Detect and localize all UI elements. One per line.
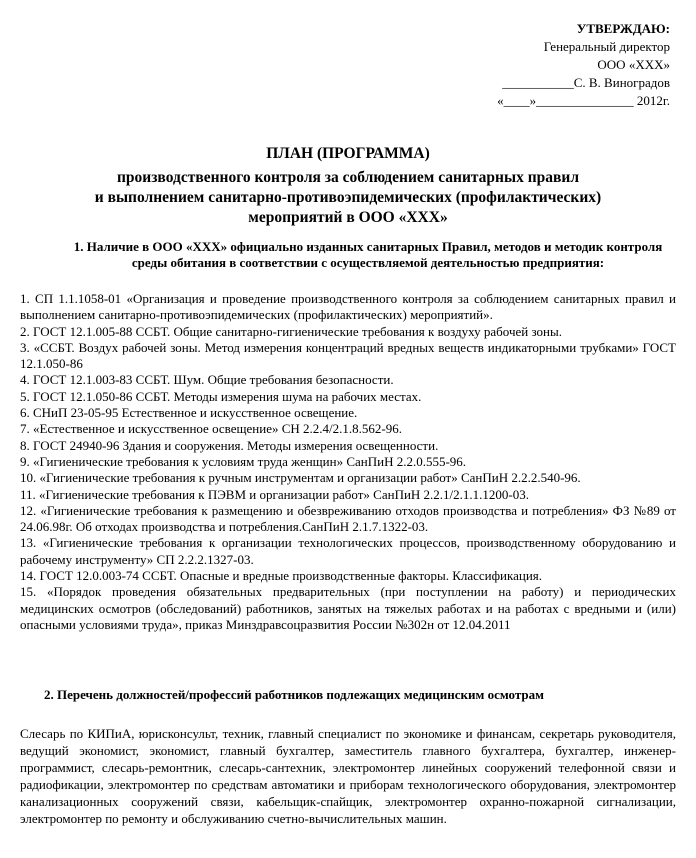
list-item: 1. СП 1.1.1058-01 «Организация и проведение производственного контроля за соблюдением санитарных правил и выполнением санитарно-противоэпидемических (профилактических) мероприятий».	[20, 291, 676, 323]
approval-block	[497, 20, 670, 110]
list-item: 4. ГОСТ 12.1.003-83 ССБТ. Шум. Общие требования безопасности.	[20, 372, 394, 388]
approval-heading: УТВЕРЖДАЮ:	[576, 21, 670, 36]
title-line-3: мероприятий в ООО «ХХХ»	[248, 209, 448, 226]
professions-paragraph: Слесарь по КИПиА, юрисконсульт, техник, главный специалист по экономике и финансам, секретарь руководителя, ведущий экономист, экономист, главный бухгалтер, заместитель главного бухгалтера, бухгалтер, инженер-программист, слесарь-ремонтник, слесарь-сантехник, электромонтер линейных сооружений телефонной связи и радиофикации, электромонтер по средствам автоматики и приборам технологического оборудования, электромонтер канализационных сооружений связи, кабельщик-спайщик, электромонтер охранно-пожарной сигнализации, электромонтер по ремонту и обслуживанию счетно-вычислительных машин.	[20, 726, 676, 826]
section-1-heading: 1. Наличие в ООО «ХХХ» официально изданных санитарных Правил, методов и методик контроля среды обитания в соответствии с осуществляемой деятельностью предприятия:	[73, 239, 663, 270]
list-item: 11. «Гигиенические требования к ПЭВМ и организации работ» СанПиН 2.2.1/2.1.1.1200-03.	[20, 486, 529, 502]
approval-date: «____»_______________ 2012г.	[497, 93, 670, 108]
list-item: 14. ГОСТ 12.0.003-74 ССБТ. Опасные и вредные производственные факторы. Классификация.	[20, 568, 543, 584]
title-line-2: и выполнением санитарно-противоэпидемических (профилактических)	[94, 189, 602, 206]
regulations-list	[20, 291, 676, 633]
list-item: 3. «ССБТ. Воздух рабочей зоны. Метод измерения концентраций вредных веществ индикаторными трубками» ГОСТ 12.1.050-86	[20, 339, 676, 372]
section-2-heading: 2. Перечень должностей/профессий работников подлежащих медицинским осмотрам	[44, 687, 545, 702]
title-line-1: производственного контроля за соблюдением санитарных правил	[116, 169, 580, 186]
list-item: 2. ГОСТ 12.1.005-88 ССБТ. Общие санитарно-гигиенические требования к воздуху рабочей зоны.	[20, 323, 562, 339]
list-item: 12. «Гигиенические требования к размещению и обезвреживанию отходов производства и потребления» ФЗ №89 от 24.06.98г. Об отходах производства и потребления.СанПиН 2.1.7.1322-03.	[20, 502, 676, 535]
list-item: 10. «Гигиенические требования к ручным инструментам и организации работ» СанПиН 2.2.2.540-96.	[20, 470, 581, 486]
list-item: 13. «Гигиенические требования к организации технологических процессов, производственному оборудованию и рабочему инструменту» СП 2.2.2.1327-03.	[20, 535, 676, 567]
list-item: 6. СНиП 23-05-95 Естественное и искусственное освещение.	[20, 405, 358, 421]
list-item: 9. «Гигиенические требования к условиям труда женщин» СанПиН 2.2.0.555-96.	[20, 453, 467, 469]
list-item: 8. ГОСТ 24940-96 Здания и сооружения. Методы измерения освещенности.	[20, 437, 439, 453]
list-item: 7. «Естественное и искусственное освещение» СН 2.2.4/2.1.8.562-96.	[20, 421, 402, 437]
approval-position: Генеральный директор	[543, 39, 670, 54]
approval-signature: ___________С. В. Виноградов	[502, 75, 670, 90]
list-item: 5. ГОСТ 12.1.050-86 ССБТ. Методы измерения шума на рабочих местах.	[20, 388, 422, 404]
title-main: ПЛАН (ПРОГРАММА)	[266, 145, 430, 162]
document-title	[20, 144, 676, 228]
list-item: 15. «Порядок проведения обязательных предварительных (при поступлении на работу) и периодических медицинских осмотров (обследований) работников, занятых на тяжелых работах и на работах с вредными и (или) опасными условиями труда», приказ Минздравсоцразвития России №302н от 12.04.2011	[20, 584, 676, 632]
approval-company: ООО «ХХХ»	[597, 57, 670, 72]
